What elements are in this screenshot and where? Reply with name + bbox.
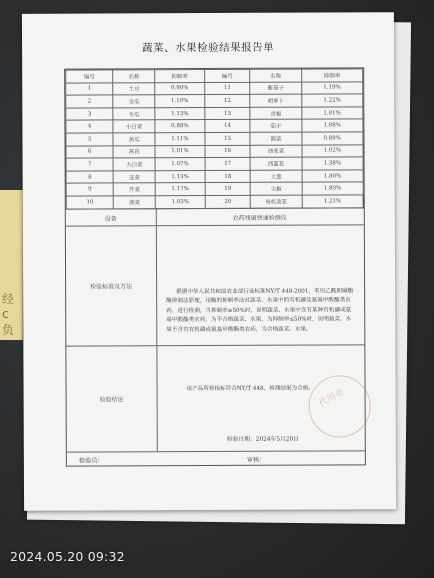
table-cell: 土豆 xyxy=(113,82,155,95)
table-cell: 冬瓜 xyxy=(113,108,155,121)
table-cell: 2 xyxy=(66,95,114,108)
signature-row xyxy=(67,450,365,468)
table-cell: 大葱 xyxy=(250,170,301,183)
conclusion-row xyxy=(66,344,364,451)
table-cell: 芹菜 xyxy=(114,183,156,196)
table-cell: 0.89% xyxy=(302,132,363,145)
equipment-label: 设备 xyxy=(66,209,157,225)
report-title: 蔬菜、水果检验结果报告单 xyxy=(142,41,275,55)
table-cell: 10 xyxy=(66,196,114,209)
table-cell: 1.11% xyxy=(155,132,205,145)
equipment-row xyxy=(66,207,364,225)
stamp-text: 代用章 xyxy=(317,387,347,410)
standard-text: 根据中华人民共和国农业部行业标准NY/T 448-2001，采用乙酰胆碱酯酶抑制法原理，用酶的抑制率法对蔬菜、水果中的有机磷及氨基甲酸酯类农药，进行检测，当抑制率≥50%时，说明蔬菜、水果中含有某种有机磷或氨基甲酸酯类农药，为不合格蔬菜、水果，为抑制率≤50%时，说明蔬菜、水果不含有有机磷或氨基甲酸酯类农药，为合格蔬菜、水果。 xyxy=(166,288,354,333)
inspector-label: 检验员： xyxy=(78,457,104,465)
table-cell: 1.08% xyxy=(302,119,363,132)
table-cell: 1.38% xyxy=(302,157,363,170)
standard-cell xyxy=(156,225,365,345)
table-cell: 7 xyxy=(66,158,114,171)
table-cell: 1.17% xyxy=(155,183,205,196)
table-cell: 莴苣 xyxy=(113,145,155,158)
yellow-paper-text: 经 c 负 xyxy=(2,292,15,337)
table-cell: 1.10% xyxy=(155,95,205,108)
table-cell: 1.13% xyxy=(155,170,205,183)
header-cell: 编号 xyxy=(66,70,114,83)
standard-row xyxy=(66,224,365,345)
table-cell: 1.03% xyxy=(155,195,205,208)
conclusion-cell xyxy=(156,345,364,451)
table-cell: 黄瓜 xyxy=(113,133,155,146)
header-cell: 名称 xyxy=(113,70,155,83)
table-cell: 西蓝花 xyxy=(250,157,301,170)
table-cell: 3 xyxy=(66,108,114,121)
table-cell: 19 xyxy=(205,183,251,196)
table-cell: 4 xyxy=(66,120,114,133)
table-cell: 9 xyxy=(66,183,114,196)
table-cell: 6 xyxy=(66,145,114,158)
table-cell: 17 xyxy=(205,157,251,170)
table-cell: 5 xyxy=(66,133,114,146)
table-cell: 1.22% xyxy=(301,94,362,107)
table-cell: 1.80% xyxy=(302,182,363,195)
official-stamp xyxy=(308,375,370,437)
table-cell: 16 xyxy=(205,145,251,158)
report-sheet xyxy=(22,12,396,511)
table-cell: 13 xyxy=(205,107,251,120)
yellow-paper-edge xyxy=(0,190,23,340)
table-cell: 金瓜 xyxy=(113,95,155,108)
table-cell: 14 xyxy=(205,120,251,133)
table-cell: 大白菜 xyxy=(114,158,156,171)
table-cell: 1.01% xyxy=(155,145,205,158)
reviewer-label: 审核： xyxy=(246,456,266,464)
header-cell: 抑制率 xyxy=(301,69,362,82)
table-cell: 圆菜 xyxy=(250,132,301,145)
header-cell: 名称 xyxy=(250,69,301,82)
table-cell: 1 xyxy=(66,83,114,96)
table-cell: 11 xyxy=(205,82,251,95)
table-cell: 紫茄子 xyxy=(250,82,301,95)
table-cell: 0.90% xyxy=(155,82,205,95)
table-cell: 有机菜花 xyxy=(251,195,302,208)
photo-timestamp: 2024.05.20 09:32 xyxy=(10,549,125,564)
table-cell: 20 xyxy=(205,195,251,208)
inspection-date: 检验日期：2024年5月20日 xyxy=(226,436,299,443)
table-cell: 12 xyxy=(205,95,251,108)
table-cell: 15 xyxy=(205,132,251,145)
table-cell: 0.88% xyxy=(155,120,205,133)
table-cell: 油麦菜 xyxy=(250,145,301,158)
table-cell: 胡萝卜 xyxy=(250,94,301,107)
table-cell: 1.02% xyxy=(302,144,363,157)
table-cell: 青椒 xyxy=(250,107,301,120)
table-cell: 18 xyxy=(205,170,251,183)
table-cell: 1.21% xyxy=(302,195,363,208)
table-cell: 1.80% xyxy=(302,170,363,183)
header-cell: 编号 xyxy=(205,69,251,82)
report-frame xyxy=(64,67,366,466)
table-cell: 1.13% xyxy=(155,107,205,120)
table-cell: 尖椒 xyxy=(251,182,302,195)
equipment-value: 农药残留快速检测仪 xyxy=(232,214,287,222)
table-cell: 小白菜 xyxy=(113,120,155,133)
table-cell: 菠菜 xyxy=(114,196,156,209)
table-cell: 韭菜 xyxy=(114,170,156,183)
standard-label: 检验标准及方法 xyxy=(66,226,158,345)
conclusion-label: 检验结论 xyxy=(66,346,157,451)
table-cell: 8 xyxy=(66,171,114,184)
table-cell: 1.07% xyxy=(155,158,205,171)
table-cell: 茄子 xyxy=(250,119,301,132)
header-cell: 抑制率 xyxy=(155,70,205,83)
results-table xyxy=(65,68,364,209)
table-cell: 1.19% xyxy=(301,81,362,94)
table-cell: 1.01% xyxy=(301,107,362,120)
conclusion-text: 该产品所检指标符合NY/T 448，检测结果为合格。 xyxy=(186,385,314,393)
